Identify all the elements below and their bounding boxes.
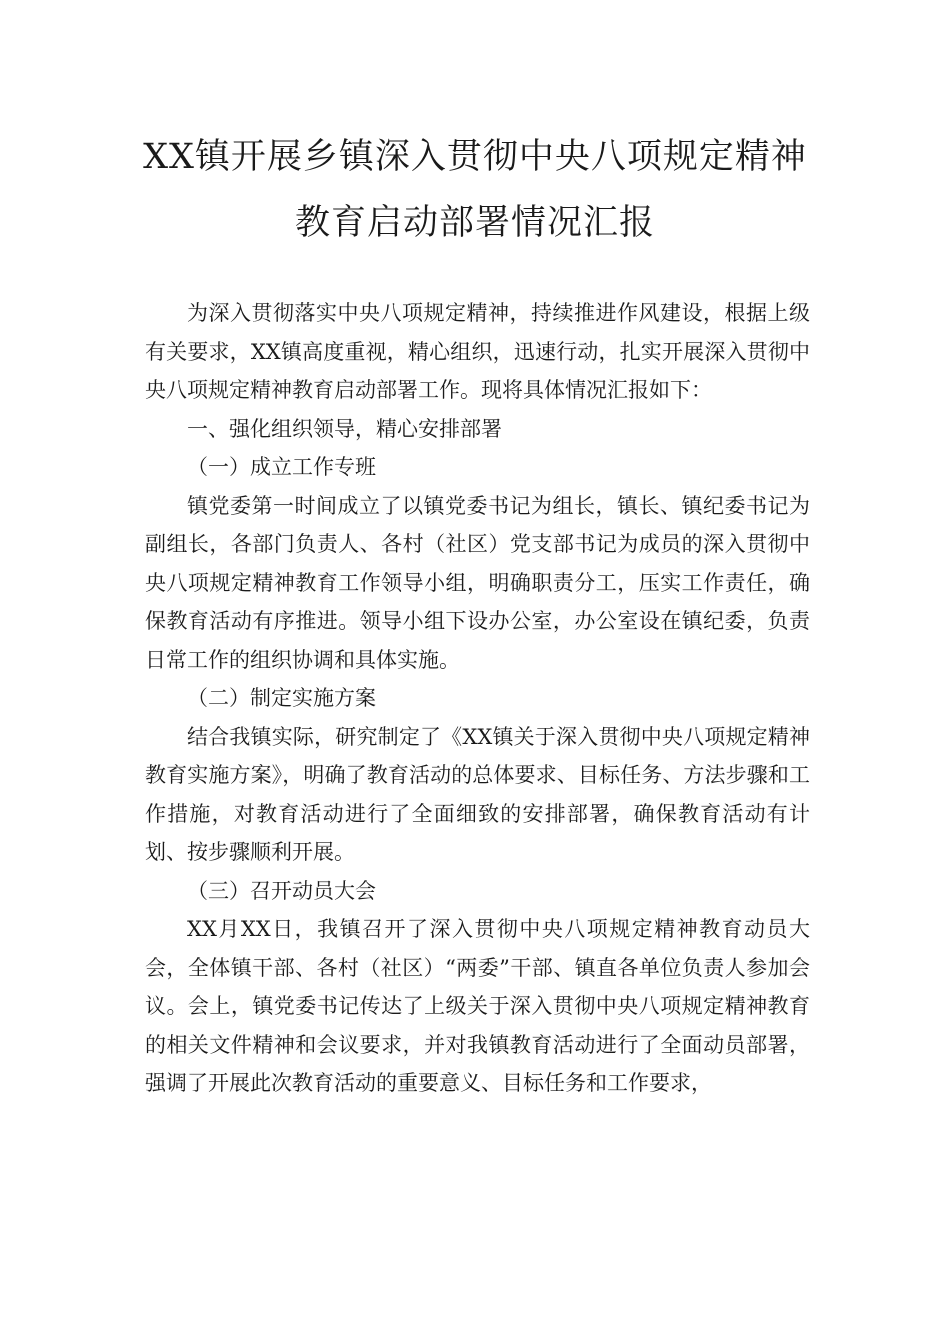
document-body (145, 294, 810, 1103)
body-paragraph-1: 镇党委第一时间成立了以镇党委书记为组长，镇长、镇纪委书记为副组长，各部门负责人、各村（社区）党支部书记为成员的深入贯彻中央八项规定精神教育工作领导小组，明确职责分工，压实工作责任，确保教育活动有序推进。领导小组下设办公室，办公室设在镇纪委，负责日常工作的组织协调和具体实施。 (145, 493, 810, 672)
document-title-line-1: XX镇开展乡镇深入贯彻中央八项规定精神 (143, 137, 807, 177)
intro-paragraph: 为深入贯彻落实中央八项规定精神，持续推进作风建设，根据上级有关要求，XX镇高度重视，精心组织，迅速行动，扎实开展深入贯彻中央八项规定精神教育启动部署工作。现将具体情况汇报如下： (145, 301, 810, 402)
body-paragraph-3: XX月XX日，我镇召开了深入贯彻中央八项规定精神教育动员大会，全体镇干部、各村（社区）“两委”干部、镇直各单位负责人参加会议。会上，镇党委书记传达了上级关于深入贯彻中央八项规定精神教育的相关文件精神和会议要求，并对我镇教育活动进行了全面动员部署，强调了开展此次教育活动的重要意义、目标任务和工作要求， (145, 917, 810, 1095)
subsection-heading-1: （一）成立工作专班 (187, 455, 376, 479)
body-paragraph-2: 结合我镇实际，研究制定了《XX镇关于深入贯彻中央八项规定精神教育实施方案》，明确了教育活动的总体要求、目标任务、方法步骤和工作措施，对教育活动进行了全面细致的安排部署，确保教育活动有计划、按步骤顺利开展。 (145, 724, 810, 864)
section-heading-1: 一、强化组织领导，精心安排部署 (187, 416, 502, 441)
subsection-heading-2: （二）制定实施方案 (187, 686, 376, 710)
document-title-line-2: 教育启动部署情况汇报 (294, 203, 655, 243)
subsection-heading-3: （三）召开动员大会 (187, 878, 376, 903)
